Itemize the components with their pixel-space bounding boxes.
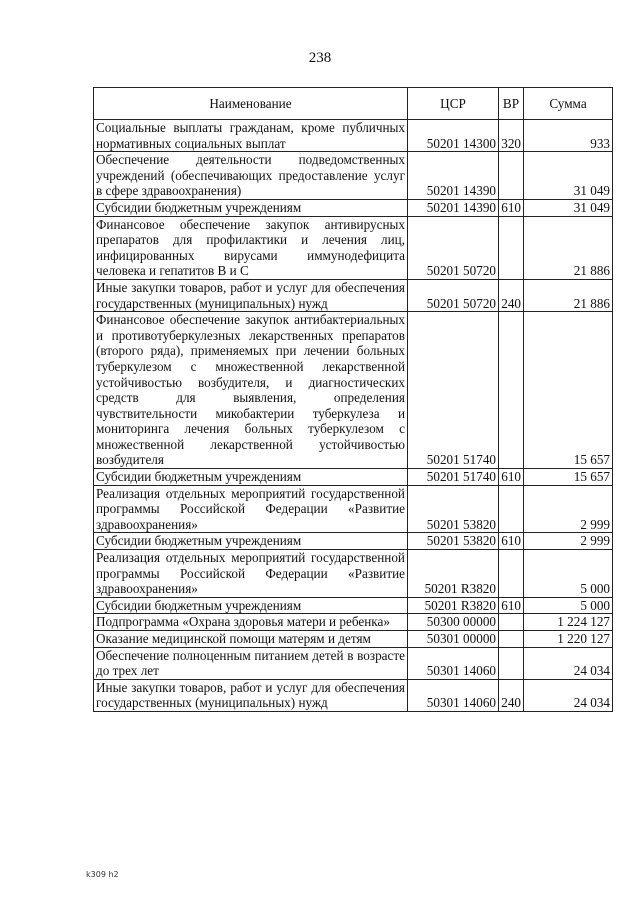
table-row [94,550,613,598]
table-row [94,597,613,614]
table-row [94,647,613,679]
header-csr: ЦСР [408,88,499,120]
row-vr [499,485,524,533]
row-name: Оказание медицинской помощи матерям и детям [94,631,408,648]
row-name: Иные закупки товаров, работ и услуг для обеспечения государственных (муниципальных) нужд [94,679,408,711]
row-sum: 21 886 [524,279,613,311]
row-csr: 50201 53820 [408,533,499,550]
row-sum: 2 999 [524,533,613,550]
row-vr: 610 [499,533,524,550]
row-csr: 50201 51740 [408,312,499,469]
row-csr: 50300 00000 [408,614,499,631]
row-csr: 50201 53820 [408,485,499,533]
row-csr: 50301 14060 [408,679,499,711]
row-vr: 240 [499,279,524,311]
row-vr: 320 [499,120,524,152]
row-name: Социальные выплаты гражданам, кроме публичных нормативных социальных выплат [94,120,408,152]
row-csr: 50201 50720 [408,216,499,279]
row-vr [499,550,524,598]
table-row [94,631,613,648]
table-row [94,199,613,216]
row-name: Субсидии бюджетным учреждениям [94,533,408,550]
row-csr: 50201 14300 [408,120,499,152]
table-row [94,152,613,200]
row-name: Субсидии бюджетным учреждениям [94,199,408,216]
row-name: Реализация отдельных мероприятий государственной программы Российской Федерации «Развитие здравоохранения» [94,485,408,533]
row-vr [499,614,524,631]
header-sum: Сумма [524,88,613,120]
row-sum: 24 034 [524,679,613,711]
row-sum: 15 657 [524,469,613,486]
row-vr: 610 [499,597,524,614]
row-sum: 31 049 [524,199,613,216]
row-name: Реализация отдельных мероприятий государственной программы Российской Федерации «Развитие здравоохранения» [94,550,408,598]
row-sum: 24 034 [524,647,613,679]
row-vr [499,312,524,469]
row-csr: 50301 00000 [408,631,499,648]
row-sum: 21 886 [524,216,613,279]
table-header-row [94,88,613,120]
row-sum: 1 224 127 [524,614,613,631]
row-sum: 5 000 [524,597,613,614]
row-vr [499,152,524,200]
budget-table [93,87,613,712]
row-csr: 50201 50720 [408,279,499,311]
row-csr: 50201 R3820 [408,550,499,598]
row-sum: 933 [524,120,613,152]
row-vr [499,647,524,679]
row-sum: 31 049 [524,152,613,200]
row-sum: 15 657 [524,312,613,469]
header-vr: ВР [499,88,524,120]
row-vr [499,216,524,279]
row-vr: 610 [499,199,524,216]
row-vr: 240 [499,679,524,711]
table-row [94,279,613,311]
row-name: Иные закупки товаров, работ и услуг для обеспечения государственных (муниципальных) нужд [94,279,408,311]
row-vr: 610 [499,469,524,486]
row-csr: 50201 14390 [408,199,499,216]
row-vr [499,631,524,648]
row-csr: 50301 14060 [408,647,499,679]
page-number: 238 [308,50,332,66]
table-row [94,533,613,550]
row-name: Обеспечение деятельности подведомственных учреждений (обеспечивающих предоставление услуг в сфере здравоохранения) [94,152,408,200]
table-row [94,120,613,152]
table-row [94,614,613,631]
table-row [94,312,613,469]
header-name: Наименование [94,88,408,120]
row-name: Финансовое обеспечение закупок антибактериальных и противотуберкулезных лекарственных препаратов (второго ряда), применяемых при лечении больных туберкулезом с множественной лекарственной устойчивостью возбудителя, и диагностических средств для выявления, определения чувствительности микобактерии туберкулеза и мониторинга лечения больных туберкулезом с множественной лекарственной устойчивостью возбудителя [94,312,408,469]
table-row [94,216,613,279]
row-csr: 50201 14390 [408,152,499,200]
row-name: Субсидии бюджетным учреждениям [94,469,408,486]
table-row [94,469,613,486]
row-sum: 2 999 [524,485,613,533]
row-sum: 5 000 [524,550,613,598]
row-csr: 50201 51740 [408,469,499,486]
table-row [94,485,613,533]
row-csr: 50201 R3820 [408,597,499,614]
row-name: Субсидии бюджетным учреждениям [94,597,408,614]
row-name: Финансовое обеспечение закупок антивирусных препаратов для профилактики и лечения лиц, инфицированных вирусами иммунодефицита человека и гепатитов В и С [94,216,408,279]
row-name: Обеспечение полноценным питанием детей в возрасте до трех лет [94,647,408,679]
footer-code: k309 h2 [86,870,119,879]
row-name: Подпрограмма «Охрана здоровья матери и ребенка» [94,614,408,631]
row-sum: 1 220 127 [524,631,613,648]
table-row [94,679,613,711]
